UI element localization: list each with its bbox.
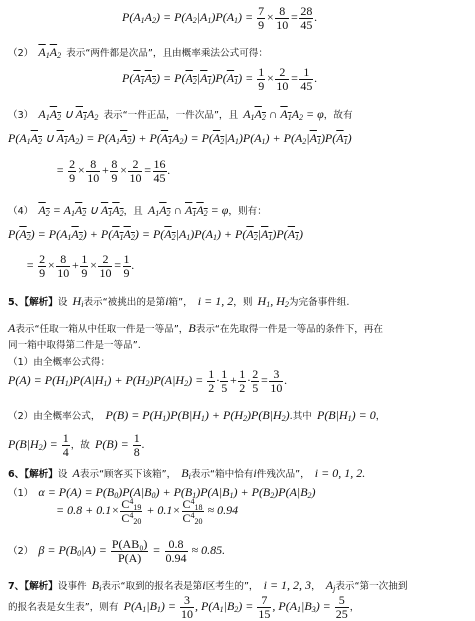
section5-part2-result: $P(B|H_2)$ = $\frac{1}{4}$ ，故 P(B) = $\frac{1}{8}$ . bbox=[8, 431, 145, 459]
section5-heading: 5、【解析】设 $H_i$表示“被挑出的是第i箱”， i = 1, 2，则 $H_1$, $H_2$为完备事件组. bbox=[8, 294, 350, 309]
section7-line2: 的报名表是女生表”，则有 $P(A_1|B_1)$ = $\frac{3}{10}$ , $P(A_1|B_2)$ = $\frac{7}{15}$ , $P(A_1|B_3)$ = $\frac{5}{25}$ ， bbox=[8, 593, 360, 621]
part4-heading: （4） $A_2 = A_1A_2$ ∪ $A_1A_2$，且 $A_1A_2$ ∩ $A_1A_2 = \varphi$，则有： bbox=[8, 203, 267, 218]
eq-section6-part1-result: = 0.8 + 0.1× $\frac{C^4_{19}}{C^4_{20}}$ + 0.1× $\frac{C^4_{18}}{C^4_{20}}$ ≈ 0.94 bbox=[56, 497, 239, 526]
eq-p-a1a2: $P(A_1A_2) = P(A_2|A_1)P(A_1)$ = $\frac{7}{9}$ × $\frac{8}{10}$ = $\frac{28}{45}$ . bbox=[122, 4, 318, 32]
section5-def-line1: A表示“任取一箱从中任取一件是一等品”，B表示“在先取得一件是一等品的条件下，再在 bbox=[8, 321, 383, 335]
section5-part1-label: （1）由全概率公式得： bbox=[8, 357, 111, 368]
part2-heading: （2） $\overline{A}_1\overline{A}_2$ 表示“两件都是次品”，且由概率乘法公式可得： bbox=[8, 45, 268, 60]
eq-part3-result: = $\frac{2}{9}$ × $\frac{8}{10}$ + $\frac{8}{9}$ × $\frac{2}{10}$ = $\frac{16}{45}$ . bbox=[56, 157, 171, 185]
eq-part3-expand: $P(A_1A_2$ ∪ $A_1A_2) = P(A_1A_2) + P(A_1A_2) = P(A_2|A_1)P(A_1) + P(A_2|A_1)P(A_1)$ bbox=[8, 131, 352, 146]
section5-part2: （2）由全概率公式， $P(B) = P(H_1)P(B|H_1) + P(H_2)P(B|H_2)$.其中 $P(B|H_1) = 0$， bbox=[8, 408, 386, 423]
section7-heading: 7、【解析】设事件 $B_i$表示“取到的报名表是第i区考生的”， i = 1, 2, 3， $A_j$表示“第一次抽到 bbox=[8, 578, 408, 593]
eq-part4-result: = $\frac{2}{9}$ × $\frac{8}{10}$ + $\frac{1}{9}$ × $\frac{2}{10}$ = $\frac{1}{9}$ . bbox=[26, 252, 135, 280]
eq-p-a1bar-a2bar: $P(A_1A_2) = P(A_2|A_1)P(A_1)$ = $\frac{1}{9}$ × $\frac{2}{10}$ = $\frac{1}{45}$ . bbox=[122, 65, 318, 93]
section6-heading: 6、【解析】设 A表示“顾客买下该箱”， $B_i$表示“箱中恰有i件残次品”， i = 0, 1, 2. bbox=[8, 466, 366, 481]
section5-def-line2: 同一箱中取得第二件是一等品”. bbox=[8, 340, 141, 351]
eq-part4-expand: $P(A_2) = P(A_1A_2) + P(A_1A_2) = P(A_2|A_1)P(A_1) + P(A_2|A_1)P(A_1)$ bbox=[8, 227, 304, 242]
section6-part1: （1） $\alpha = P(A) = P(B_0)P(A|B_0) + P(B_1)P(A|B_1) + P(B_2)P(A|B_2)$ bbox=[8, 485, 316, 500]
eq-section5-part1: $P(A) = P(H_1)P(A|H_1) + P(H_2)P(A|H_2)$ = $\frac{1}{2}$ · $\frac{1}{5}$ + $\frac{1}{2}$ · $\frac{2}{5}$ = $\frac{3}{10}$ . bbox=[8, 367, 288, 395]
section6-part2: （2） $\beta = P(B_0|A)$ = $\frac{\text{P(AB₀)}}{P(A)}$ = $\frac{0.8}{0.94}$ ≈ 0.85. bbox=[8, 537, 226, 565]
part3-heading: （3） $A_1A_2$ ∪ $A_1A_2$ 表示“一件正品，一件次品”，且 $A_1A_2$ ∩ $A_1A_2 = \varphi$，故有 bbox=[8, 107, 353, 122]
